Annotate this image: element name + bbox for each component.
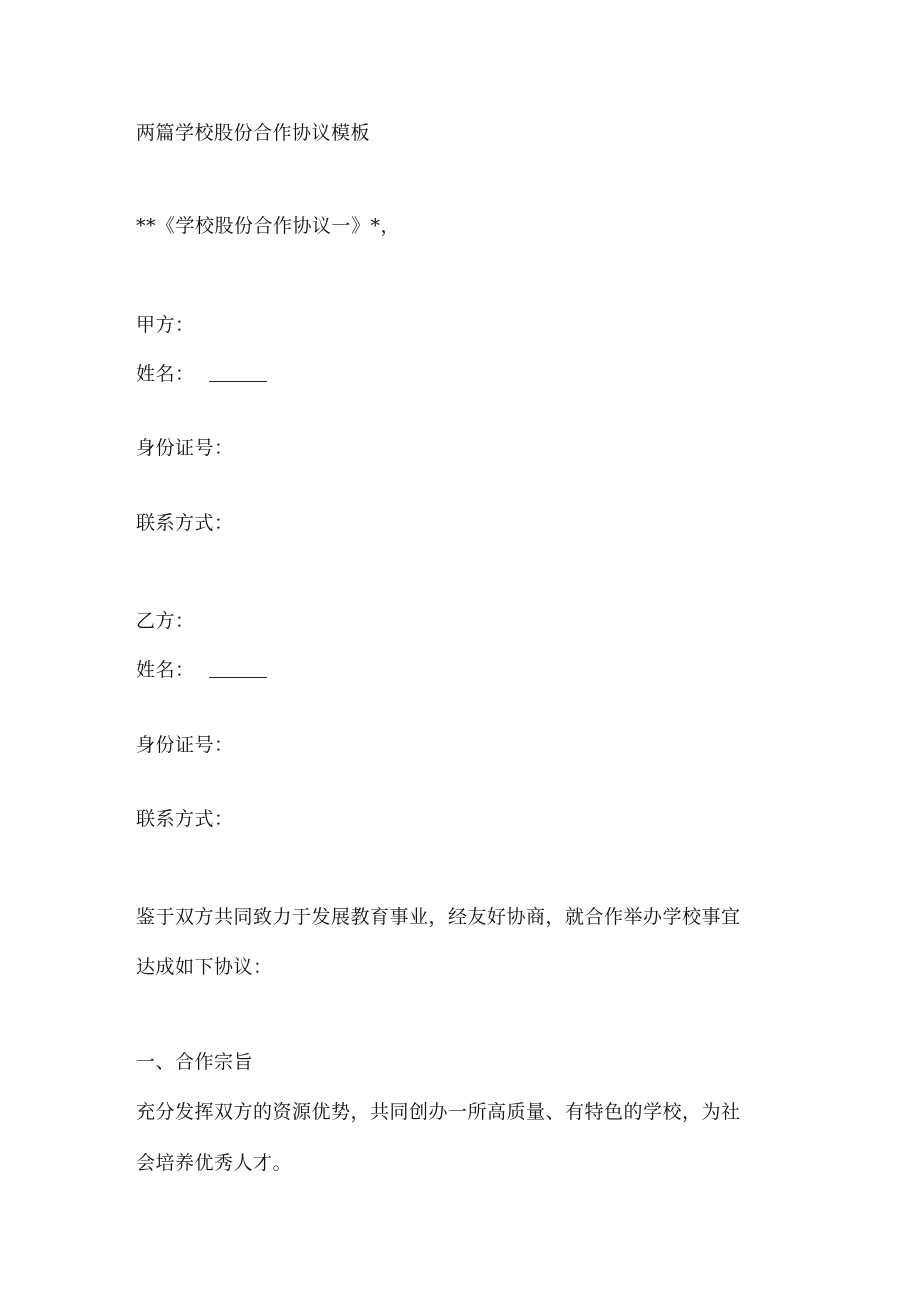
section-1-line-2: 会培养优秀人才。 <box>136 1152 293 1174</box>
preamble-line-2: 达成如下协议： <box>136 956 273 978</box>
party-a-name-row <box>136 362 267 386</box>
preamble-line-1: 鉴于双方共同致力于发展教育事业，经友好协商，就合作举办学校事宜 <box>136 906 741 928</box>
party-a-contact-label: 联系方式： <box>136 512 234 534</box>
party-b-name-blank <box>209 659 267 678</box>
party-b-heading: 乙方： <box>136 610 195 632</box>
section-1-heading: 一、合作宗旨 <box>136 1051 254 1073</box>
party-a-heading: 甲方： <box>136 314 195 336</box>
document-title: 两篇学校股份合作协议模板 <box>136 122 371 144</box>
party-b-name-label: 姓名： <box>136 659 195 681</box>
party-a-name-label: 姓名： <box>136 363 195 385</box>
agreement-subtitle: **《学校股份合作协议一》*， <box>136 215 401 237</box>
section-1-line-1: 充分发挥双方的资源优势，共同创办一所高质量、有特色的学校，为社 <box>136 1101 741 1123</box>
party-b-id-label: 身份证号： <box>136 734 234 756</box>
party-b-contact-label: 联系方式： <box>136 808 234 830</box>
party-a-name-blank <box>209 363 267 382</box>
party-a-id-label: 身份证号： <box>136 437 234 459</box>
party-b-name-row <box>136 658 267 682</box>
